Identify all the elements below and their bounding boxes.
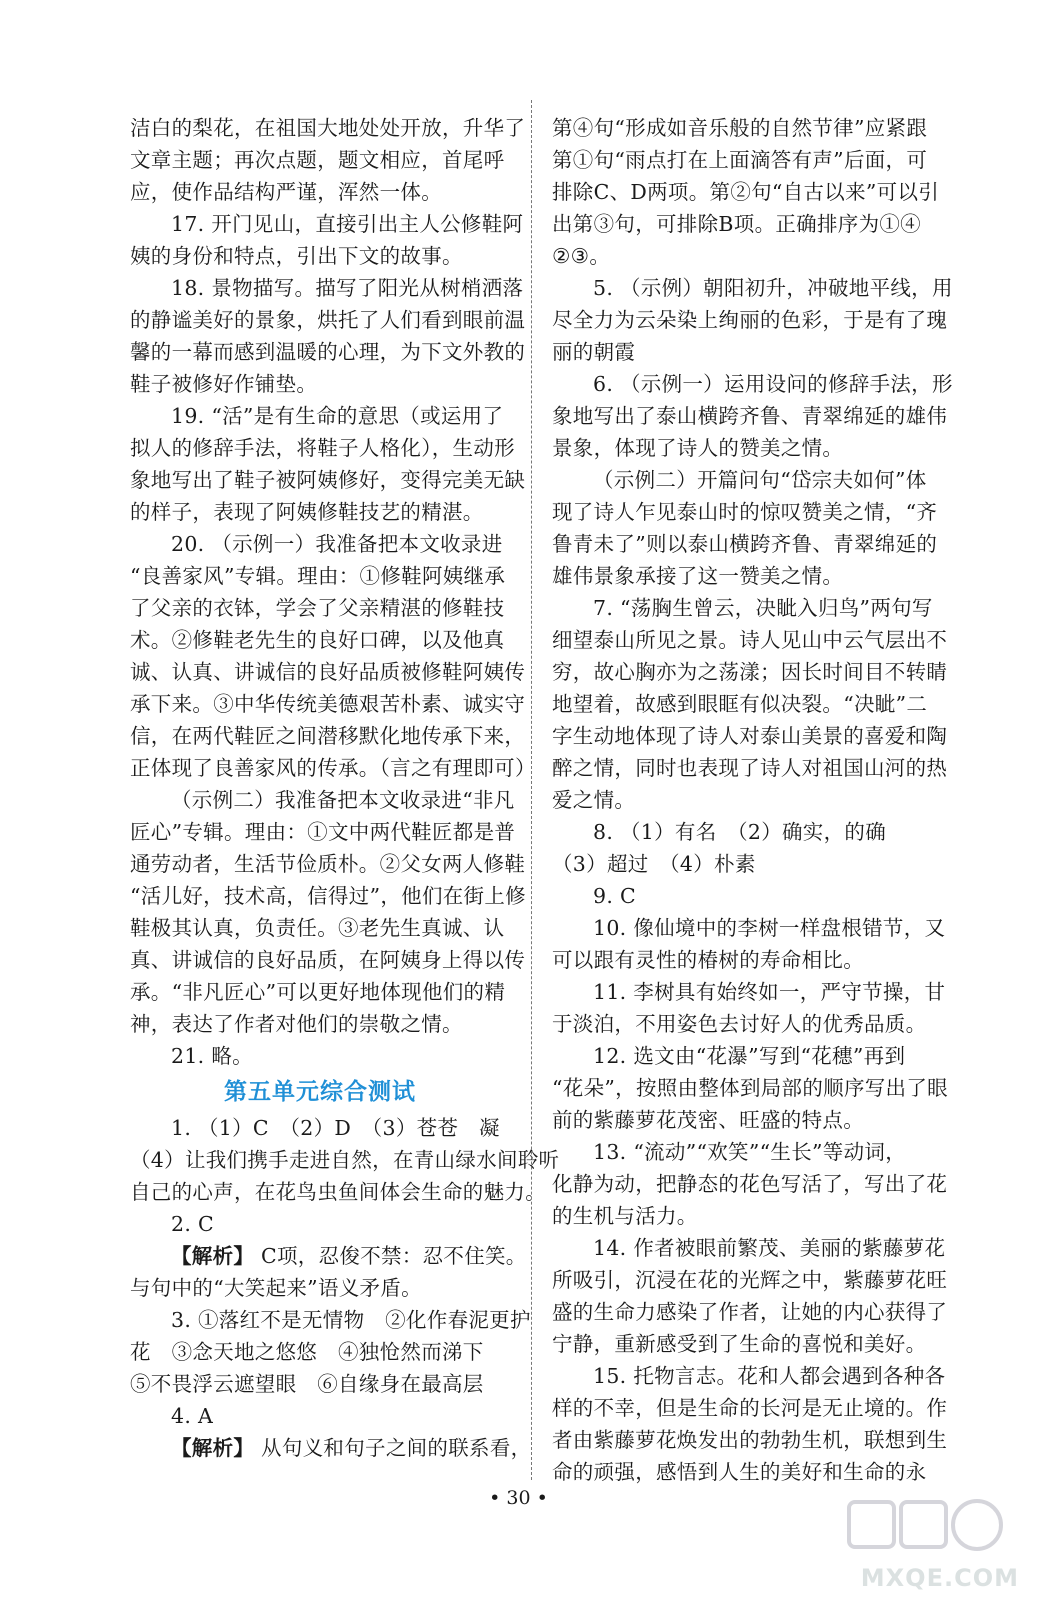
text-line — [552, 1168, 948, 1200]
line-text: 5. （示例）朝阳初升，冲破地平线，用 — [593, 276, 953, 300]
text-line — [552, 1360, 946, 1392]
text-line — [130, 1176, 546, 1208]
line-text: 的生机与活力。 — [552, 1204, 698, 1228]
text-line — [552, 1008, 932, 1040]
line-text: （示例二）我准备把本文收录进“非凡 — [171, 788, 515, 812]
line-text: 4. A — [171, 1404, 214, 1428]
line-text: 12. 选文由“花瀑”写到“花穗”再到 — [593, 1044, 906, 1068]
line-text: 出第③句，可排除B项。正确排序为①④ — [552, 212, 921, 236]
text-line — [552, 912, 946, 944]
text-line — [130, 1400, 510, 1432]
line-text: 洁白的梨花，在祖国大地处处开放，升华了 — [130, 116, 526, 140]
line-text: 承下来。③中华传统美德艰苦朴素、诚实守 — [130, 692, 526, 716]
text-line — [130, 560, 510, 592]
text-line — [552, 240, 932, 272]
line-text: 诚、认真、讲诚信的良好品质被修鞋阿姨传 — [130, 660, 526, 684]
text-line — [552, 848, 932, 880]
line-text: 现了诗人乍见泰山时的惊叹赞美之情，“齐 — [552, 500, 938, 524]
text-line — [130, 592, 510, 624]
text-line — [130, 1112, 510, 1144]
left-column — [130, 112, 560, 1464]
line-text: 景象，体现了诗人的赞美之情。 — [552, 436, 844, 460]
text-line — [552, 1264, 948, 1296]
line-text: 13. “流动”“欢笑”“生长”等动词， — [593, 1140, 906, 1164]
line-text: 地望着，故感到眼眶有似决裂。“决眦”二 — [552, 692, 928, 716]
line-text: 18. 景物描写。描写了阳光从树梢洒落 — [171, 276, 524, 300]
line-text: 20. （示例一）我准备把本文收录进 — [171, 532, 503, 556]
text-line — [552, 176, 940, 208]
line-text: （4）让我们携手走进自然，在青山绿水间聆听 — [130, 1148, 560, 1172]
line-text: 正体现了良善家风的传承。（言之有理即可） — [130, 756, 536, 780]
text-line — [552, 528, 938, 560]
line-text: （示例二）开篇问句“岱宗夫如何”体 — [593, 468, 927, 492]
line-text: 神，表达了作者对他们的崇敬之情。 — [130, 1012, 463, 1036]
watermark-text: MXQE.COM — [860, 1564, 1019, 1592]
line-text: 14. 作者被眼前繁茂、美丽的紫藤萝花 — [593, 1236, 946, 1260]
line-text: 细望泰山所见之景。诗人见山中云气层出不 — [552, 628, 948, 652]
text-line — [552, 496, 938, 528]
line-text: 文章主题；再次点题，题文相应，首尾呼 — [130, 148, 505, 172]
line-text: 第①句“雨点打在上面滴答有声”后面，可 — [552, 148, 928, 172]
line-text: 者由紫藤萝花焕发出的勃勃生机，联想到生 — [552, 1428, 948, 1452]
text-line — [552, 1328, 932, 1360]
text-line — [130, 368, 510, 400]
text-line — [130, 112, 526, 144]
text-line — [130, 336, 526, 368]
text-line — [130, 1272, 510, 1304]
text-line — [552, 592, 932, 624]
text-line — [130, 400, 510, 432]
text-line — [552, 144, 932, 176]
line-text: C项，忍俊不禁：忍不住笑。 — [254, 1244, 527, 1268]
line-text: 承。“非凡匠心”可以更好地体现他们的精 — [130, 980, 506, 1004]
text-line — [552, 464, 932, 496]
text-line — [552, 656, 948, 688]
line-text: 21. 略。 — [171, 1044, 253, 1068]
line-text: 前的紫藤萝花茂密、旺盛的特点。 — [552, 1108, 864, 1132]
text-line — [130, 1336, 510, 1368]
text-line — [552, 1232, 946, 1264]
text-line — [130, 816, 516, 848]
text-line — [552, 688, 932, 720]
line-text: 的样子，表现了阿姨修鞋技艺的精湛。 — [130, 500, 484, 524]
text-line — [130, 784, 515, 816]
line-text: 3. ①落红不是无情物 ②化作春泥更护 — [171, 1308, 531, 1332]
line-text: 鞋子被修好作铺垫。 — [130, 372, 318, 396]
line-text: （3）超过 （4）朴素 — [552, 852, 756, 876]
line-text: 术。②修鞋老先生的良好口碑，以及他真 — [130, 628, 505, 652]
line-text: 19. “活”是有生命的意思（或运用了 — [171, 404, 504, 428]
line-text: 醉之情，同时也表现了诗人对祖国山河的热 — [552, 756, 948, 780]
text-line — [552, 304, 948, 336]
text-line — [130, 944, 526, 976]
line-text: 信，在两代鞋匠之间潜移默化地传承下来， — [130, 724, 526, 748]
text-line — [130, 976, 510, 1008]
column-divider — [531, 100, 532, 1480]
line-text: 与句中的“大笑起来”语义矛盾。 — [130, 1276, 422, 1300]
line-text: 第④句“形成如音乐般的自然节律”应紧跟 — [552, 116, 928, 140]
line-text: 15. 托物言志。花和人都会遇到各种各 — [593, 1364, 946, 1388]
text-line — [552, 112, 932, 144]
line-text: 样的不幸，但是生命的长河是无止境的。作 — [552, 1396, 948, 1420]
answer-stamp-icon — [819, 1497, 1019, 1567]
line-text: 通劳动者，生活节俭质朴。②父女两人修鞋 — [130, 852, 526, 876]
text-line — [130, 1432, 532, 1464]
line-text: 花 ③念天地之悠悠 ④独怆然而涕下 — [130, 1340, 484, 1364]
text-line — [130, 1368, 510, 1400]
text-line — [130, 720, 526, 752]
line-text: 化静为动，把静态的花色写活了，写出了花 — [552, 1172, 948, 1196]
text-line — [552, 816, 932, 848]
watermark-logo — [819, 1497, 1019, 1592]
text-line — [130, 1304, 531, 1336]
line-text: 宁静，重新感受到了生命的喜悦和美好。 — [552, 1332, 927, 1356]
line-text: “活儿好，技术高，信得过”，他们在街上修 — [130, 884, 526, 908]
text-line — [552, 944, 932, 976]
line-text: 字生动地体现了诗人对泰山美景的喜爱和陶 — [552, 724, 948, 748]
line-text: 姨的身份和特点，引出下文的故事。 — [130, 244, 463, 268]
text-line — [130, 528, 510, 560]
line-text: 命的顽强，感悟到人生的美好和生命的永 — [552, 1460, 927, 1484]
text-line — [552, 272, 953, 304]
text-line — [130, 272, 524, 304]
line-text: 17. 开门见山，直接引出主人公修鞋阿 — [171, 212, 524, 236]
text-line — [130, 1240, 527, 1272]
line-text: 8. （1）有名 （2）确实，的确 — [593, 820, 887, 844]
text-line — [552, 1200, 932, 1232]
line-text: 可以跟有灵性的椿树的寿命相比。 — [552, 948, 864, 972]
text-line — [130, 656, 526, 688]
text-line — [552, 784, 932, 816]
line-text: 6. （示例一）运用设问的修辞手法，形 — [593, 372, 953, 396]
line-text: 7. “荡胸生曾云，决眦入归鸟”两句写 — [593, 596, 933, 620]
text-line — [552, 368, 953, 400]
line-text: 应，使作品结构严谨，浑然一体。 — [130, 180, 442, 204]
line-text: 排除C、D两项。第②句“自古以来”可以引 — [552, 180, 940, 204]
line-text: 拟人的修辞手法，将鞋子人格化），生动形 — [130, 436, 515, 460]
line-text: “良善家风”专辑。理由：①修鞋阿姨继承 — [130, 564, 506, 588]
right-column — [552, 112, 953, 1488]
line-text: 10. 像仙境中的李树一样盘根错节，又 — [593, 916, 946, 940]
line-text: 从句义和句子之间的联系看， — [254, 1436, 532, 1460]
text-line — [552, 1136, 932, 1168]
text-line — [552, 432, 932, 464]
line-text: 鞋极其认真，负责任。③老先生真诚、认 — [130, 916, 505, 940]
text-line — [552, 1424, 948, 1456]
text-line — [552, 1296, 948, 1328]
text-line — [552, 720, 948, 752]
text-line — [552, 880, 932, 912]
text-line — [130, 848, 526, 880]
text-line — [552, 336, 932, 368]
text-line — [130, 208, 524, 240]
line-text: “花朵”，按照由整体到局部的顺序写出了眼 — [552, 1076, 948, 1100]
text-line — [552, 976, 946, 1008]
section-title: 第五单元综合测试 — [224, 1079, 416, 1105]
text-line — [130, 688, 526, 720]
text-line — [130, 464, 526, 496]
text-line — [130, 1208, 510, 1240]
line-text: 馨的一幕而感到温暖的心理，为下文外教的 — [130, 340, 526, 364]
line-text: 自己的心声，在花鸟虫鱼间体会生命的魅力。 — [130, 1180, 546, 1204]
text-line — [130, 1008, 510, 1040]
line-text: 于淡泊，不用姿色去讨好人的优秀品质。 — [552, 1012, 927, 1036]
line-text: 雄伟景象承接了这一赞美之情。 — [552, 564, 844, 588]
line-text: 匠心”专辑。理由：①文中两代鞋匠都是普 — [130, 820, 516, 844]
line-text: 象地写出了鞋子被阿姨修好，变得完美无缺 — [130, 468, 526, 492]
analysis-tag: 【解析】 — [171, 1436, 255, 1460]
text-line — [130, 912, 510, 944]
line-text: 的静谧美好的景象，烘托了人们看到眼前温 — [130, 308, 526, 332]
line-text: 所吸引，沉浸在花的光辉之中，紫藤萝花旺 — [552, 1268, 948, 1292]
line-text: 2. C — [171, 1212, 214, 1236]
line-text: 鲁青未了”则以泰山横跨齐鲁、青翠绵延的 — [552, 532, 938, 556]
text-line — [130, 304, 526, 336]
text-line — [552, 1072, 948, 1104]
text-line — [130, 752, 536, 784]
line-text: 穷，故心胸亦为之荡漾；因长时间目不转睛 — [552, 660, 948, 684]
line-text: 丽的朝霞 — [552, 340, 636, 364]
text-line — [552, 560, 932, 592]
line-text: ②③。 — [552, 244, 611, 268]
text-line — [552, 208, 932, 240]
page-number: • 30 • — [489, 1487, 548, 1509]
text-line — [552, 624, 948, 656]
text-line — [552, 752, 948, 784]
line-text: 尽全力为云朵染上绚丽的色彩，于是有了瑰 — [552, 308, 948, 332]
text-line — [552, 400, 948, 432]
text-line — [130, 432, 515, 464]
text-line — [130, 624, 510, 656]
text-line — [552, 1104, 932, 1136]
line-text: 盛的生命力感染了作者，让她的内心获得了 — [552, 1300, 948, 1324]
text-line — [130, 1040, 510, 1072]
line-text: 1. （1）C （2）D （3）苍苍 凝 — [171, 1116, 500, 1140]
line-text: 象地写出了泰山横跨齐鲁、青翠绵延的雄伟 — [552, 404, 948, 428]
text-line — [130, 176, 510, 208]
text-line — [552, 1040, 932, 1072]
text-line — [130, 240, 510, 272]
line-text: 爱之情。 — [552, 788, 636, 812]
line-text: ⑤不畏浮云遮望眼 ⑥自缘身在最高层 — [130, 1372, 484, 1396]
text-line — [130, 880, 526, 912]
text-line — [130, 496, 510, 528]
analysis-tag: 【解析】 — [171, 1244, 255, 1268]
text-line — [130, 144, 510, 176]
line-text: 11. 李树具有始终如一，严守节操，甘 — [593, 980, 946, 1004]
text-line — [130, 1144, 560, 1176]
text-line — [552, 1456, 932, 1488]
line-text: 了父亲的衣钵，学会了父亲精湛的修鞋技 — [130, 596, 505, 620]
line-text: 9. C — [593, 884, 636, 908]
text-line — [552, 1392, 948, 1424]
line-text: 真、讲诚信的良好品质，在阿姨身上得以传 — [130, 948, 526, 972]
